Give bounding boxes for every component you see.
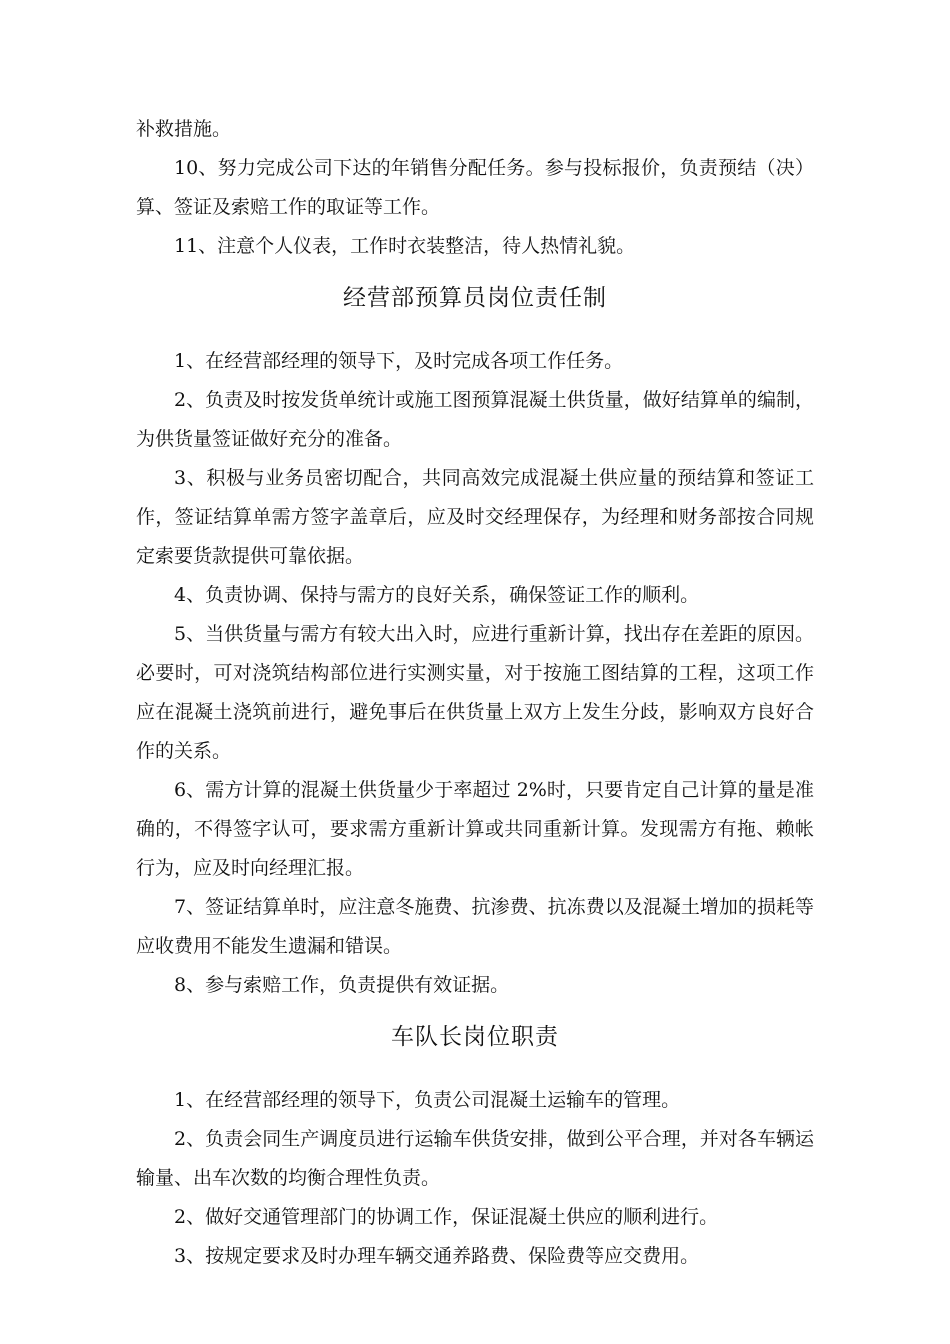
fleet-captain-section [136, 1017, 814, 1276]
budget-clerk-section [136, 278, 814, 1005]
paragraph: 7、签证结算单时，应注意冬施费、抗渗费、抗冻费以及混凝土增加的损耗等应收费用不能发生遗漏和错误。 [136, 896, 814, 957]
paragraph: 10、努力完成公司下达的年销售分配任务。参与投标报价，负责预结（决）算、签证及索赔工作的取证等工作。 [136, 157, 814, 218]
paragraph: 2、负责会同生产调度员进行运输车供货安排，做到公平合理，并对各车辆运输量、出车次数的均衡合理性负责。 [136, 1128, 814, 1189]
paragraph: 1、在经营部经理的领导下，及时完成各项工作任务。 [174, 350, 624, 372]
paragraph: 1、在经营部经理的领导下，负责公司混凝土运输车的管理。 [174, 1089, 681, 1111]
paragraph: 5、当供货量与需方有较大出入时，应进行重新计算，找出存在差距的原因。必要时，可对浇筑结构部位进行实测实量，对于按施工图结算的工程，这项工作应在混凝土浇筑前进行，避免事后在供货量上双方上发生分歧，影响双方良好合作的关系。 [136, 623, 814, 762]
paragraph: 6、需方计算的混凝土供货量少于率超过 2%时，只要肯定自己计算的量是准确的，不得签字认可，要求需方重新计算或共同重新计算。发现需方有拖、赖帐行为，应及时向经理汇报。 [136, 779, 814, 879]
paragraph: 3、积极与业务员密切配合，共同高效完成混凝土供应量的预结算和签证工作，签证结算单需方签字盖章后，应及时交经理保存，为经理和财务部按合同规定索要货款提供可靠依据。 [136, 467, 814, 567]
paragraph: 3、按规定要求及时办理车辆交通养路费、保险费等应交费用。 [174, 1245, 700, 1267]
paragraph: 2、做好交通管理部门的协调工作，保证混凝土供应的顺利进行。 [174, 1206, 719, 1228]
paragraph: 补救措施。 [136, 118, 232, 140]
paragraph: 11、注意个人仪表，工作时衣装整洁，待人热情礼貌。 [174, 235, 636, 257]
paragraph: 2、负责及时按发货单统计或施工图预算混凝土供货量，做好结算单的编制，为供货量签证做好充分的准备。 [136, 389, 814, 450]
paragraph: 8、参与索赔工作，负责提供有效证据。 [174, 974, 510, 996]
section-title: 车队长岗位职责 [391, 1024, 559, 1050]
section-title: 经营部预算员岗位责任制 [343, 285, 607, 311]
intro-section [136, 110, 814, 266]
paragraph: 4、负责协调、保持与需方的良好关系，确保签证工作的顺利。 [174, 584, 700, 606]
